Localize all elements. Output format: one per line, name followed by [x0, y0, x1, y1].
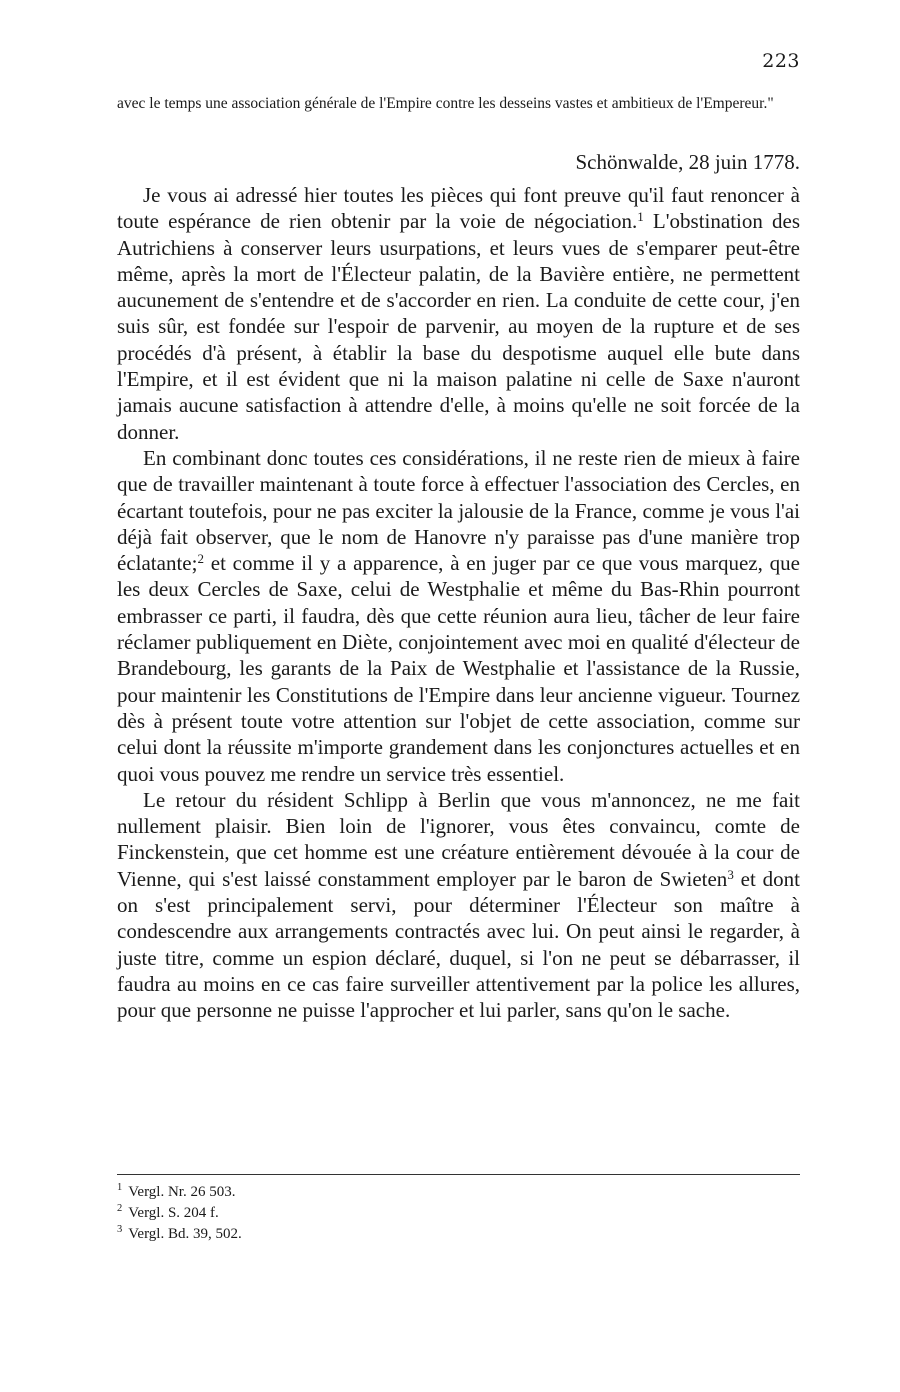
paragraph-text: En combinant donc toutes ces considérations, il ne reste rien de mieux à faire que de travailler maintenant à toute force à effectuer l'association des Cercles, en écartant toutefois, pour ne pas exciter la jalousie de la France, comme je vous l'ai déjà fait observer, que le nom de Hanovre n'y paraisse pas d'une manière trop éclatante;	[117, 445, 800, 576]
footnote-marker: 3	[727, 866, 734, 882]
continued-quote-text: avec le temps une association générale de l'Empire contre les desseins vastes et ambitieux de l'Empereur."	[117, 95, 774, 112]
body-paragraph	[117, 445, 800, 787]
footnote-text: Vergl. S. 204 f.	[128, 1205, 219, 1221]
footnote-text: Vergl. Bd. 39, 502.	[128, 1226, 242, 1242]
paragraph-text: L'obstination des Autrichiens à conserver leurs usurpations, et leurs vues de s'emparer peut-être même, après la mort de l'Électeur palatin, de la Bavière entière, ne permettent aucunement de s'entendre et de s'accorder en rien. La conduite de cette cour, j'en suis sûr, est fondée sur l'espoir de parvenir, au moyen de la rupture et de ses procédés d'à présent, à établir la base du despotisme auquel elle bute dans l'Empire, et il est évident que ni la maison palatine ni celle de Saxe n'auront jamais aucune satisfaction à attendre d'elle, à moins qu'elle ne soit forcée de la donner.	[117, 209, 801, 444]
footnote	[117, 1182, 242, 1203]
footnote	[117, 1203, 242, 1224]
body-paragraph	[117, 182, 800, 445]
footnote-number: 3	[117, 1224, 123, 1236]
paragraph-text: et comme il y a apparence, à en juger par ce que vous marquez, que les deux Cercles de Saxe, celui de Westphalie et même du Bas-Rhin pourront embrasser ce parti, il faudra, dès que cette réunion aura lieu, tâcher de leur faire réclamer publiquement en Diète, conjointement avec moi en qualité d'électeur de Brandebourg, les garants de la Paix de Westphalie et l'assistance de la Russie, pour maintenir les Constitutions de l'Empire dans leur ancienne vigueur. Tournez dès à présent toute votre attention sur l'objet de cette association, comme sur celui dont la réussite m'importe grandement dans les conjonctures actuelles et en quoi vous pouvez me rendre un service très essentiel.	[117, 551, 800, 786]
page-number: 223	[762, 50, 800, 72]
footnote-marker: 1	[637, 209, 644, 225]
footnote-text: Vergl. Nr. 26 503.	[128, 1184, 236, 1200]
letter-body	[117, 182, 800, 1024]
dateline: Schönwalde, 28 juin 1778.	[575, 150, 800, 174]
footnotes	[117, 1182, 242, 1245]
paragraph-text: Le retour du résident Schlipp à Berlin que vous m'annoncez, ne me fait nullement plaisir. Bien loin de l'ignorer, vous êtes convaincu, comte de Finckenstein, que cet homme est une créature entièrement dévouée à la cour de Vienne, qui s'est laissé constamment employer par le baron de Swieten	[117, 787, 800, 891]
footnote-marker: 2	[197, 551, 204, 566]
body-paragraph	[117, 787, 800, 1024]
paragraph-text: et dont on s'est principalement servi, pour déterminer l'Électeur son maître à condescendre aux arrangements contractés avec lui. On peut ainsi le regarder, à juste titre, comme un espion déclaré, duquel, si l'on ne peut se débarrasser, il faudra au moins en ce cas faire surveiller attentivement par la police les allures, pour que personne ne puisse l'approcher et lui parler, sans qu'on le sache.	[117, 866, 800, 1023]
footnote-divider	[117, 1174, 800, 1175]
footnote-number: 2	[117, 1203, 123, 1215]
footnote-number: 1	[117, 1182, 123, 1194]
footnote	[117, 1224, 242, 1245]
continued-quote	[117, 94, 797, 114]
paragraph-text: Je vous ai adressé hier toutes les pièces qui font preuve qu'il faut renoncer à toute espérance de rien obtenir par la voie de négociation.	[117, 183, 800, 234]
